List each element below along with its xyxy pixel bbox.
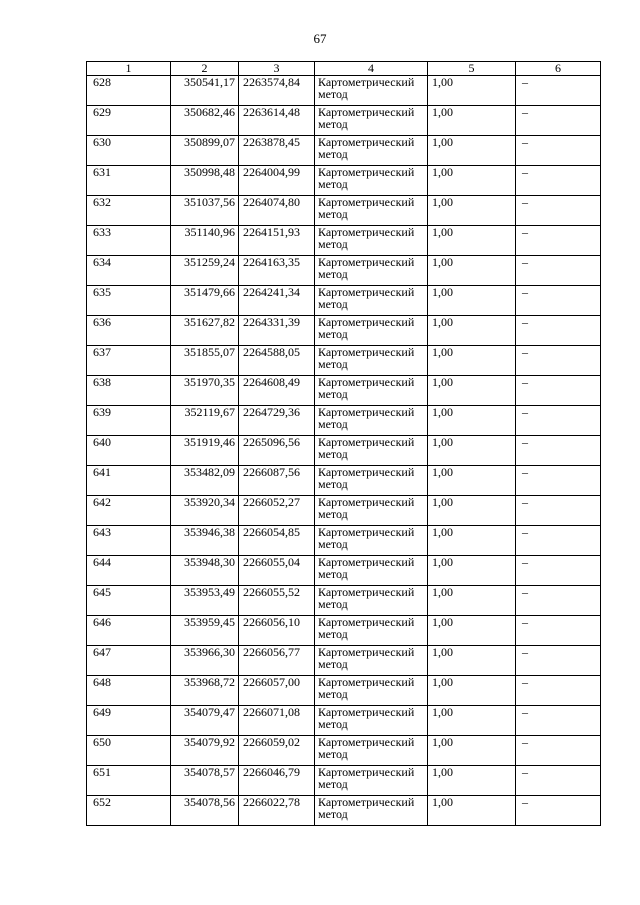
- accuracy-cell: 1,00: [428, 376, 516, 406]
- point-number-cell: 628: [87, 76, 171, 106]
- method-cell: Картометрический метод: [315, 376, 428, 406]
- y-coordinate-cell: 2264331,39: [239, 316, 315, 346]
- x-coordinate-cell: 350682,46: [171, 106, 239, 136]
- table-row: [87, 256, 601, 286]
- table-row: [87, 616, 601, 646]
- x-coordinate-cell: 351919,46: [171, 436, 239, 466]
- y-coordinate-cell: 2264608,49: [239, 376, 315, 406]
- note-cell: –: [516, 676, 601, 706]
- table-row: [87, 706, 601, 736]
- table-row: [87, 286, 601, 316]
- y-coordinate-cell: 2264074,80: [239, 196, 315, 226]
- point-number-cell: 637: [87, 346, 171, 376]
- accuracy-cell: 1,00: [428, 676, 516, 706]
- note-cell: –: [516, 316, 601, 346]
- method-cell: Картометрический метод: [315, 166, 428, 196]
- note-cell: –: [516, 586, 601, 616]
- note-cell: –: [516, 166, 601, 196]
- method-cell: Картометрический метод: [315, 466, 428, 496]
- column-header-4: 4: [315, 62, 428, 76]
- table-row: [87, 766, 601, 796]
- point-number-cell: 646: [87, 616, 171, 646]
- x-coordinate-cell: 352119,67: [171, 406, 239, 436]
- y-coordinate-cell: 2265096,56: [239, 436, 315, 466]
- note-cell: –: [516, 196, 601, 226]
- x-coordinate-cell: 353966,30: [171, 646, 239, 676]
- method-cell: Картометрический метод: [315, 586, 428, 616]
- table-row: [87, 586, 601, 616]
- note-cell: –: [516, 466, 601, 496]
- y-coordinate-cell: 2266057,00: [239, 676, 315, 706]
- accuracy-cell: 1,00: [428, 76, 516, 106]
- y-coordinate-cell: 2266054,85: [239, 526, 315, 556]
- point-number-cell: 630: [87, 136, 171, 166]
- method-cell: Картометрический метод: [315, 196, 428, 226]
- note-cell: –: [516, 106, 601, 136]
- accuracy-cell: 1,00: [428, 226, 516, 256]
- x-coordinate-cell: 350899,07: [171, 136, 239, 166]
- method-cell: Картометрический метод: [315, 796, 428, 826]
- method-cell: Картометрический метод: [315, 496, 428, 526]
- note-cell: –: [516, 76, 601, 106]
- y-coordinate-cell: 2264588,05: [239, 346, 315, 376]
- point-number-cell: 634: [87, 256, 171, 286]
- accuracy-cell: 1,00: [428, 556, 516, 586]
- point-number-cell: 638: [87, 376, 171, 406]
- y-coordinate-cell: 2266052,27: [239, 496, 315, 526]
- point-number-cell: 649: [87, 706, 171, 736]
- method-cell: Картометрический метод: [315, 226, 428, 256]
- method-cell: Картометрический метод: [315, 526, 428, 556]
- accuracy-cell: 1,00: [428, 106, 516, 136]
- y-coordinate-cell: 2266056,10: [239, 616, 315, 646]
- table-row: [87, 526, 601, 556]
- note-cell: –: [516, 256, 601, 286]
- note-cell: –: [516, 136, 601, 166]
- x-coordinate-cell: 351855,07: [171, 346, 239, 376]
- method-cell: Картометрический метод: [315, 436, 428, 466]
- point-number-cell: 636: [87, 316, 171, 346]
- table-row: [87, 196, 601, 226]
- column-header-3: 3: [239, 62, 315, 76]
- point-number-cell: 641: [87, 466, 171, 496]
- accuracy-cell: 1,00: [428, 436, 516, 466]
- y-coordinate-cell: 2264163,35: [239, 256, 315, 286]
- point-number-cell: 648: [87, 676, 171, 706]
- x-coordinate-cell: 354079,92: [171, 736, 239, 766]
- accuracy-cell: 1,00: [428, 496, 516, 526]
- y-coordinate-cell: 2266056,77: [239, 646, 315, 676]
- note-cell: –: [516, 766, 601, 796]
- point-number-cell: 651: [87, 766, 171, 796]
- y-coordinate-cell: 2266055,04: [239, 556, 315, 586]
- table-row: [87, 496, 601, 526]
- accuracy-cell: 1,00: [428, 646, 516, 676]
- x-coordinate-cell: 354078,56: [171, 796, 239, 826]
- method-cell: Картометрический метод: [315, 766, 428, 796]
- note-cell: –: [516, 286, 601, 316]
- x-coordinate-cell: 353482,09: [171, 466, 239, 496]
- column-header-1: 1: [87, 62, 171, 76]
- y-coordinate-cell: 2264004,99: [239, 166, 315, 196]
- point-number-cell: 640: [87, 436, 171, 466]
- table-body: [87, 62, 601, 826]
- table-row: [87, 676, 601, 706]
- accuracy-cell: 1,00: [428, 406, 516, 436]
- accuracy-cell: 1,00: [428, 766, 516, 796]
- y-coordinate-cell: 2263574,84: [239, 76, 315, 106]
- method-cell: Картометрический метод: [315, 406, 428, 436]
- method-cell: Картометрический метод: [315, 256, 428, 286]
- note-cell: –: [516, 616, 601, 646]
- note-cell: –: [516, 406, 601, 436]
- note-cell: –: [516, 706, 601, 736]
- y-coordinate-cell: 2266046,79: [239, 766, 315, 796]
- method-cell: Картометрический метод: [315, 616, 428, 646]
- x-coordinate-cell: 350541,17: [171, 76, 239, 106]
- column-header-5: 5: [428, 62, 516, 76]
- method-cell: Картометрический метод: [315, 316, 428, 346]
- method-cell: Картометрический метод: [315, 676, 428, 706]
- y-coordinate-cell: 2264729,36: [239, 406, 315, 436]
- coordinates-table: [86, 61, 601, 826]
- method-cell: Картометрический метод: [315, 346, 428, 376]
- table-row: [87, 556, 601, 586]
- y-coordinate-cell: 2264151,93: [239, 226, 315, 256]
- point-number-cell: 647: [87, 646, 171, 676]
- point-number-cell: 642: [87, 496, 171, 526]
- accuracy-cell: 1,00: [428, 466, 516, 496]
- note-cell: –: [516, 496, 601, 526]
- method-cell: Картометрический метод: [315, 106, 428, 136]
- point-number-cell: 639: [87, 406, 171, 436]
- table-row: [87, 796, 601, 826]
- note-cell: –: [516, 346, 601, 376]
- x-coordinate-cell: 351037,56: [171, 196, 239, 226]
- method-cell: Картометрический метод: [315, 706, 428, 736]
- method-cell: Картометрический метод: [315, 76, 428, 106]
- point-number-cell: 635: [87, 286, 171, 316]
- x-coordinate-cell: 353920,34: [171, 496, 239, 526]
- accuracy-cell: 1,00: [428, 616, 516, 646]
- y-coordinate-cell: 2266059,02: [239, 736, 315, 766]
- point-number-cell: 645: [87, 586, 171, 616]
- note-cell: –: [516, 796, 601, 826]
- column-header-6: 6: [516, 62, 601, 76]
- note-cell: –: [516, 736, 601, 766]
- note-cell: –: [516, 436, 601, 466]
- x-coordinate-cell: 353946,38: [171, 526, 239, 556]
- method-cell: Картометрический метод: [315, 136, 428, 166]
- note-cell: –: [516, 376, 601, 406]
- x-coordinate-cell: 353959,45: [171, 616, 239, 646]
- table-row: [87, 466, 601, 496]
- table-row: [87, 76, 601, 106]
- accuracy-cell: 1,00: [428, 346, 516, 376]
- accuracy-cell: 1,00: [428, 736, 516, 766]
- note-cell: –: [516, 556, 601, 586]
- table-header-row: [87, 62, 601, 76]
- accuracy-cell: 1,00: [428, 136, 516, 166]
- x-coordinate-cell: 353948,30: [171, 556, 239, 586]
- x-coordinate-cell: 351259,24: [171, 256, 239, 286]
- point-number-cell: 644: [87, 556, 171, 586]
- accuracy-cell: 1,00: [428, 586, 516, 616]
- y-coordinate-cell: 2266055,52: [239, 586, 315, 616]
- method-cell: Картометрический метод: [315, 736, 428, 766]
- x-coordinate-cell: 354078,57: [171, 766, 239, 796]
- point-number-cell: 633: [87, 226, 171, 256]
- y-coordinate-cell: 2263878,45: [239, 136, 315, 166]
- x-coordinate-cell: 351627,82: [171, 316, 239, 346]
- x-coordinate-cell: 351140,96: [171, 226, 239, 256]
- table-row: [87, 316, 601, 346]
- accuracy-cell: 1,00: [428, 796, 516, 826]
- y-coordinate-cell: 2264241,34: [239, 286, 315, 316]
- note-cell: –: [516, 526, 601, 556]
- note-cell: –: [516, 646, 601, 676]
- y-coordinate-cell: 2266071,08: [239, 706, 315, 736]
- method-cell: Картометрический метод: [315, 556, 428, 586]
- table-row: [87, 166, 601, 196]
- table-row: [87, 406, 601, 436]
- accuracy-cell: 1,00: [428, 196, 516, 226]
- table-row: [87, 646, 601, 676]
- table-row: [87, 136, 601, 166]
- note-cell: –: [516, 226, 601, 256]
- accuracy-cell: 1,00: [428, 166, 516, 196]
- accuracy-cell: 1,00: [428, 256, 516, 286]
- x-coordinate-cell: 351970,35: [171, 376, 239, 406]
- y-coordinate-cell: 2263614,48: [239, 106, 315, 136]
- column-header-2: 2: [171, 62, 239, 76]
- point-number-cell: 652: [87, 796, 171, 826]
- method-cell: Картометрический метод: [315, 286, 428, 316]
- point-number-cell: 643: [87, 526, 171, 556]
- x-coordinate-cell: 353968,72: [171, 676, 239, 706]
- x-coordinate-cell: 354079,47: [171, 706, 239, 736]
- accuracy-cell: 1,00: [428, 706, 516, 736]
- y-coordinate-cell: 2266022,78: [239, 796, 315, 826]
- point-number-cell: 632: [87, 196, 171, 226]
- table-row: [87, 346, 601, 376]
- page-number: 67: [313, 31, 327, 46]
- table-row: [87, 106, 601, 136]
- table-row: [87, 376, 601, 406]
- x-coordinate-cell: 350998,48: [171, 166, 239, 196]
- accuracy-cell: 1,00: [428, 526, 516, 556]
- method-cell: Картометрический метод: [315, 646, 428, 676]
- point-number-cell: 631: [87, 166, 171, 196]
- y-coordinate-cell: 2266087,56: [239, 466, 315, 496]
- x-coordinate-cell: 351479,66: [171, 286, 239, 316]
- table-row: [87, 226, 601, 256]
- table-row: [87, 736, 601, 766]
- accuracy-cell: 1,00: [428, 316, 516, 346]
- table-row: [87, 436, 601, 466]
- accuracy-cell: 1,00: [428, 286, 516, 316]
- x-coordinate-cell: 353953,49: [171, 586, 239, 616]
- point-number-cell: 650: [87, 736, 171, 766]
- point-number-cell: 629: [87, 106, 171, 136]
